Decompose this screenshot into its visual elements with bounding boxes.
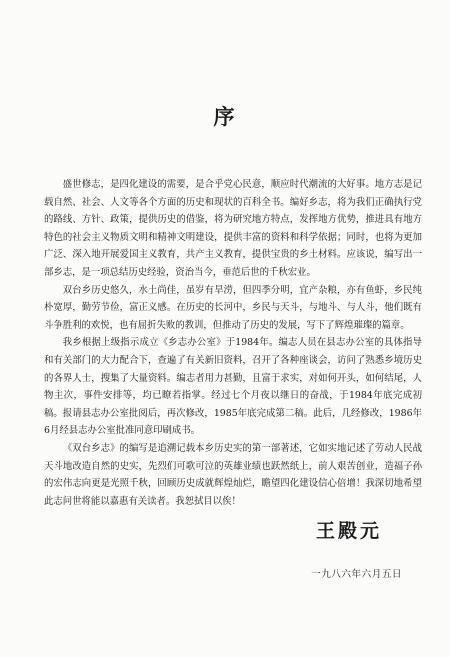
paragraph: 《双台乡志》的编写是追溯记载本乡历史实的第一部著述，它如实地记述了劳动人民战天斗地改造自然的史实，先烈们可歌可泣的英雄业绩也跃然纸上，前人艰苦创业，造福子孙的宏伟志向更是光照千秋，回顾历史成就辉煌灿烂，瞻望四化建设信心倍增！我深切地希望此志问世将能以嘉惠有关读者。我恕拭目以俟！ xyxy=(44,442,422,507)
paragraph: 盛世修志，是四化建设的需要，是合乎党心民意，顺应时代潮流的大好事。地方志是记载自然、社会、人文等各个方面的历史和现状的百科全书。编好乡志，将为我们正确执行党的路线、方针、政策，提供历史的借鉴，将为研究地方特点，发挥地方优势，推进具有地方特色的社会主义物质文明和精神文明建设，提供丰富的资料和科学依据；同时，也将为更加广泛、深入地开展爱国主义教育，共产主义教育，提供宝贵的乡土材料。应该说，编写出一部乡志，是一项总结历史经验，资治当今，垂范后世的千秋宏业。 xyxy=(44,179,422,278)
author-signature: 王殿元 xyxy=(315,520,382,542)
page-title: 序 xyxy=(213,104,237,129)
paragraph: 我乡根据上级指示成立《乡志办公室》于1984年。编志人员在县志办公室的具体指导和有关部门的大力配合下，查遍了有关新旧资料，召开了各种座谈会，访问了熟悉乡境历史的各界人士，搜集了大量资料。编志者用力甚勤，且富于求实，对如何开头，如何结尾，人物主次，事件安排等，均已瞭若指掌。经过七个月夜以继日的奋战，于1984年底完成初稿。报请县志办公室批阅后，再次修改，1985年底完成第二稿。此后，几经修改，1986年6月经县志办公室批准同意印刷成书。 xyxy=(44,337,422,437)
paragraph: 双台乡历史悠久，水土尚佳，虽岁有旱涝，但四季分明，宜产杂粮，亦有鱼虾，乡民纯朴宽厚，勤劳节俭，富正义感。在历史的长河中，乡民与天斗，与地斗、与人斗，他们既有斗争胜利的欢悦，也有屈折失败的教训，但推动了历史的发展，写下了辉煌璀璨的篇章。 xyxy=(44,284,422,331)
date-line: 一九八六年六月五日 xyxy=(311,569,402,580)
preface-body xyxy=(44,176,422,510)
